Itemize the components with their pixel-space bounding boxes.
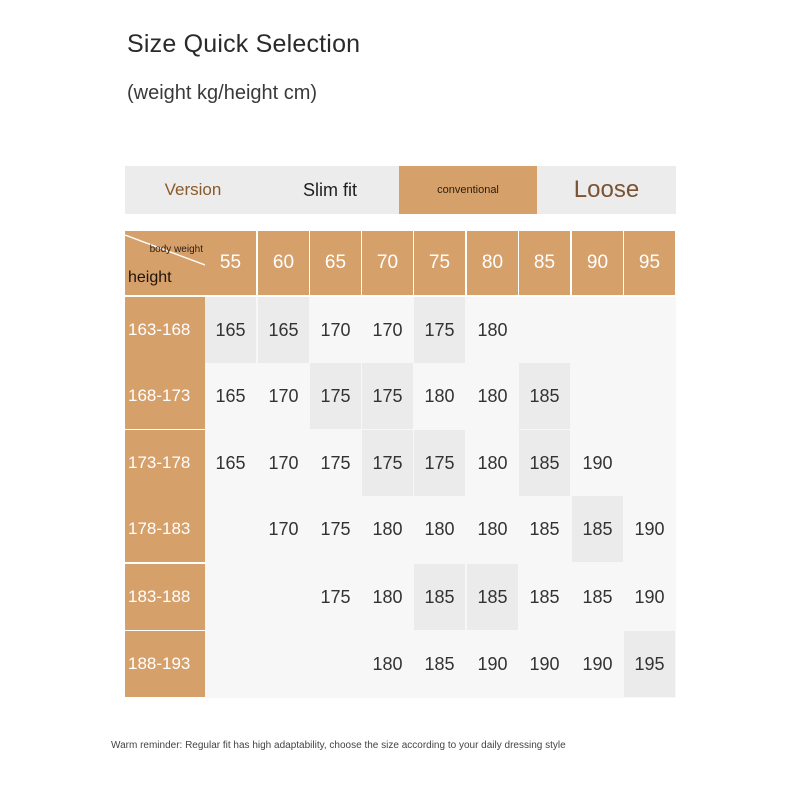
size-cell	[624, 297, 675, 363]
size-cell: 170	[268, 452, 299, 473]
size-cell: 185	[582, 586, 613, 607]
corner-weight-label: body weight	[149, 244, 203, 255]
size-cell: 185	[519, 430, 570, 496]
size-cell	[519, 297, 570, 363]
size-cell: 180	[372, 653, 403, 674]
weight-header-90: 90	[572, 231, 623, 295]
size-cell	[310, 631, 361, 697]
size-cell	[624, 430, 675, 496]
size-cell: 180	[477, 385, 508, 406]
size-cell	[572, 363, 623, 429]
corner-height-label: height	[128, 269, 172, 286]
size-cell: 185	[424, 653, 455, 674]
version-selector	[125, 166, 676, 214]
size-cell: 195	[624, 631, 675, 697]
size-cell: 175	[320, 586, 351, 607]
version-option-slim-fit[interactable]: Slim fit	[303, 179, 357, 200]
weight-header-55: 55	[205, 231, 256, 295]
size-cell: 175	[414, 430, 465, 496]
size-cell	[572, 297, 623, 363]
size-cell	[258, 564, 309, 630]
size-cell: 170	[268, 518, 299, 539]
size-cell: 165	[258, 297, 309, 363]
weight-header-75: 75	[414, 231, 465, 295]
height-header-183-188: 183-188	[125, 564, 205, 630]
size-cell: 185	[529, 586, 560, 607]
size-cell: 170	[372, 319, 403, 340]
size-cell: 175	[310, 363, 361, 429]
size-cell: 180	[372, 518, 403, 539]
size-cell: 190	[582, 653, 613, 674]
size-cell: 175	[320, 452, 351, 473]
size-cell: 185	[529, 518, 560, 539]
height-header-178-183: 178-183	[125, 496, 205, 562]
size-cell: 185	[519, 363, 570, 429]
size-cell: 185	[572, 496, 623, 562]
size-cell	[205, 631, 256, 697]
size-cell	[258, 631, 309, 697]
page-title: Size Quick Selection	[127, 30, 361, 58]
size-cell: 175	[414, 297, 465, 363]
size-cell: 180	[477, 319, 508, 340]
weight-header-70: 70	[362, 231, 413, 295]
version-option-conventional[interactable]: conventional	[399, 166, 537, 214]
size-table	[125, 231, 676, 698]
size-cell: 190	[634, 518, 665, 539]
size-cell: 180	[477, 452, 508, 473]
size-cell: 190	[477, 653, 508, 674]
size-cell: 180	[424, 518, 455, 539]
size-cell	[205, 564, 256, 630]
height-header-188-193: 188-193	[125, 631, 205, 697]
size-cell	[624, 363, 675, 429]
page-subtitle: (weight kg/height cm)	[127, 82, 318, 104]
size-cell: 190	[634, 586, 665, 607]
height-header-168-173: 168-173	[125, 363, 205, 429]
weight-header-60: 60	[258, 231, 309, 295]
table-corner-header	[125, 231, 205, 295]
size-cell: 190	[529, 653, 560, 674]
size-cell: 175	[362, 363, 413, 429]
height-header-163-168: 163-168	[125, 297, 205, 363]
size-cell: 185	[414, 564, 465, 630]
version-label: Version	[164, 180, 222, 199]
weight-header-85: 85	[519, 231, 570, 295]
height-header-173-178: 173-178	[125, 430, 205, 496]
size-cell: 180	[424, 385, 455, 406]
size-cell: 165	[215, 452, 246, 473]
size-cell: 180	[372, 586, 403, 607]
size-cell: 165	[205, 297, 256, 363]
size-cell: 180	[477, 518, 508, 539]
size-cell: 170	[320, 319, 351, 340]
size-cell	[205, 496, 256, 562]
weight-header-65: 65	[310, 231, 361, 295]
footnote: Warm reminder: Regular fit has high adaptability, choose the size according to your daily dressing style	[111, 740, 566, 751]
version-option-loose[interactable]: Loose	[573, 176, 640, 203]
size-cell: 170	[268, 385, 299, 406]
size-cell: 165	[215, 385, 246, 406]
size-cell: 175	[362, 430, 413, 496]
size-cell: 175	[320, 518, 351, 539]
weight-header-80: 80	[467, 231, 518, 295]
weight-header-95: 95	[624, 231, 675, 295]
size-cell: 190	[582, 452, 613, 473]
size-cell: 185	[467, 564, 518, 630]
